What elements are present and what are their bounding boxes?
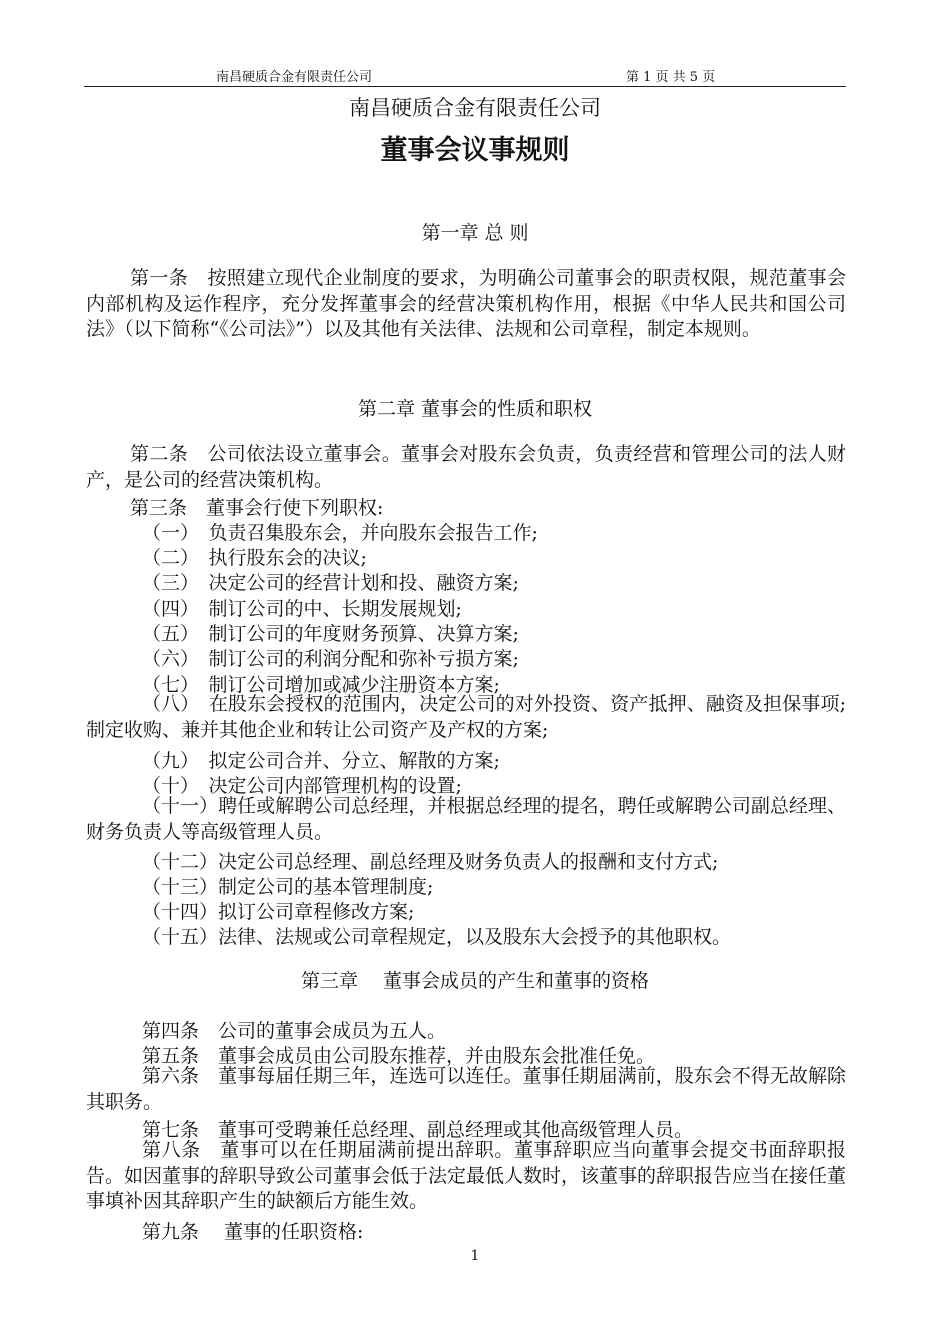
chapter-3-title: 第三章 董事会成员的产生和董事的资格 bbox=[300, 970, 650, 992]
company-title: 南昌硬质合金有限责任公司 bbox=[349, 96, 601, 120]
article-4: 第四条 公司的董事会成员为五人。 bbox=[142, 1020, 447, 1042]
list-item: （十一）聘任或解聘公司总经理，并根据总经理的提名，聘任或解聘公司副总经理、财务负责人等高级管理人员。 bbox=[86, 795, 846, 843]
list-item: （十二）决定公司总经理、副总经理及财务负责人的报酬和支付方式; bbox=[142, 851, 719, 873]
article-7: 第七条 董事可受聘兼任总经理、副总经理或其他高级管理人员。 bbox=[142, 1119, 694, 1141]
article-8: 第八条 董事可以在任期届满前提出辞职。董事辞职应当向董事会提交书面辞职报告。如因董事的辞职导致公司董事会低于法定最低人数时，该董事的辞职报告应当在接任董事填补因其辞职产生的缺额后方能生效。 bbox=[86, 1139, 847, 1212]
list-item: （九） 拟定公司合并、分立、解散的方案; bbox=[142, 750, 500, 772]
list-item: （十三）制定公司的基本管理制度; bbox=[142, 876, 434, 898]
list-item: （二） 执行股东会的决议; bbox=[142, 547, 367, 569]
article-3: 第三条 董事会行使下列职权: bbox=[130, 497, 384, 519]
list-item: （十） 决定公司内部管理机构的设置; bbox=[142, 775, 462, 797]
list-item: （十四）拟订公司章程修改方案; bbox=[142, 901, 415, 923]
list-item: （一） 负责召集股东会，并向股东会报告工作; bbox=[142, 522, 538, 544]
list-item: （三） 决定公司的经营计划和投、融资方案; bbox=[142, 572, 519, 594]
list-item: （八） 在股东会授权的范围内，决定公司的对外投资、资产抵押、融资及担保事项; 制定收购、兼并其他企业和转让公司资产及产权的方案; bbox=[86, 693, 846, 741]
page-number: 1 bbox=[470, 1248, 480, 1264]
list-item: （七） 制订公司增加或减少注册资本方案; bbox=[142, 674, 500, 696]
page-header bbox=[84, 64, 846, 87]
chapter-1-title: 第一章 总 则 bbox=[421, 222, 529, 244]
article-9: 第九条 董事的任职资格: bbox=[142, 1221, 364, 1243]
header-company: 南昌硬质合金有限责任公司 bbox=[216, 70, 373, 85]
article-1: 第一条 按照建立现代企业制度的要求，为明确公司董事会的职责权限，规范董事会内部机构及运作程序，充分发挥董事会的经营决策机构作用，根据《中华人民共和国公司法》（以下简称“《公司法》”）以及其他有关法律、法规和公司章程，制定本规则。 bbox=[86, 267, 846, 340]
article-6: 第六条 董事每届任期三年，连选可以连任。董事任期届满前，股东会不得无故解除其职务。 bbox=[86, 1065, 846, 1113]
document-title: 董事会议事规则 bbox=[380, 135, 570, 166]
list-item: （五） 制订公司的年度财务预算、决算方案; bbox=[142, 623, 519, 645]
header-page-info: 第 1 页 共 5 页 bbox=[626, 70, 716, 85]
article-2: 第二条 公司依法设立董事会。董事会对股东会负责，负责经营和管理公司的法人财产，是公司的经营决策机构。 bbox=[86, 443, 846, 491]
list-item: （六） 制订公司的利润分配和弥补亏损方案; bbox=[142, 648, 519, 670]
list-item: （十五）法律、法规或公司章程规定，以及股东大会授予的其他职权。 bbox=[142, 926, 732, 948]
list-item: （四） 制订公司的中、长期发展规划; bbox=[142, 598, 462, 620]
article-5: 第五条 董事会成员由公司股东推荐，并由股东会批准任免。 bbox=[142, 1045, 656, 1067]
chapter-2-title: 第二章 董事会的性质和职权 bbox=[357, 398, 593, 420]
